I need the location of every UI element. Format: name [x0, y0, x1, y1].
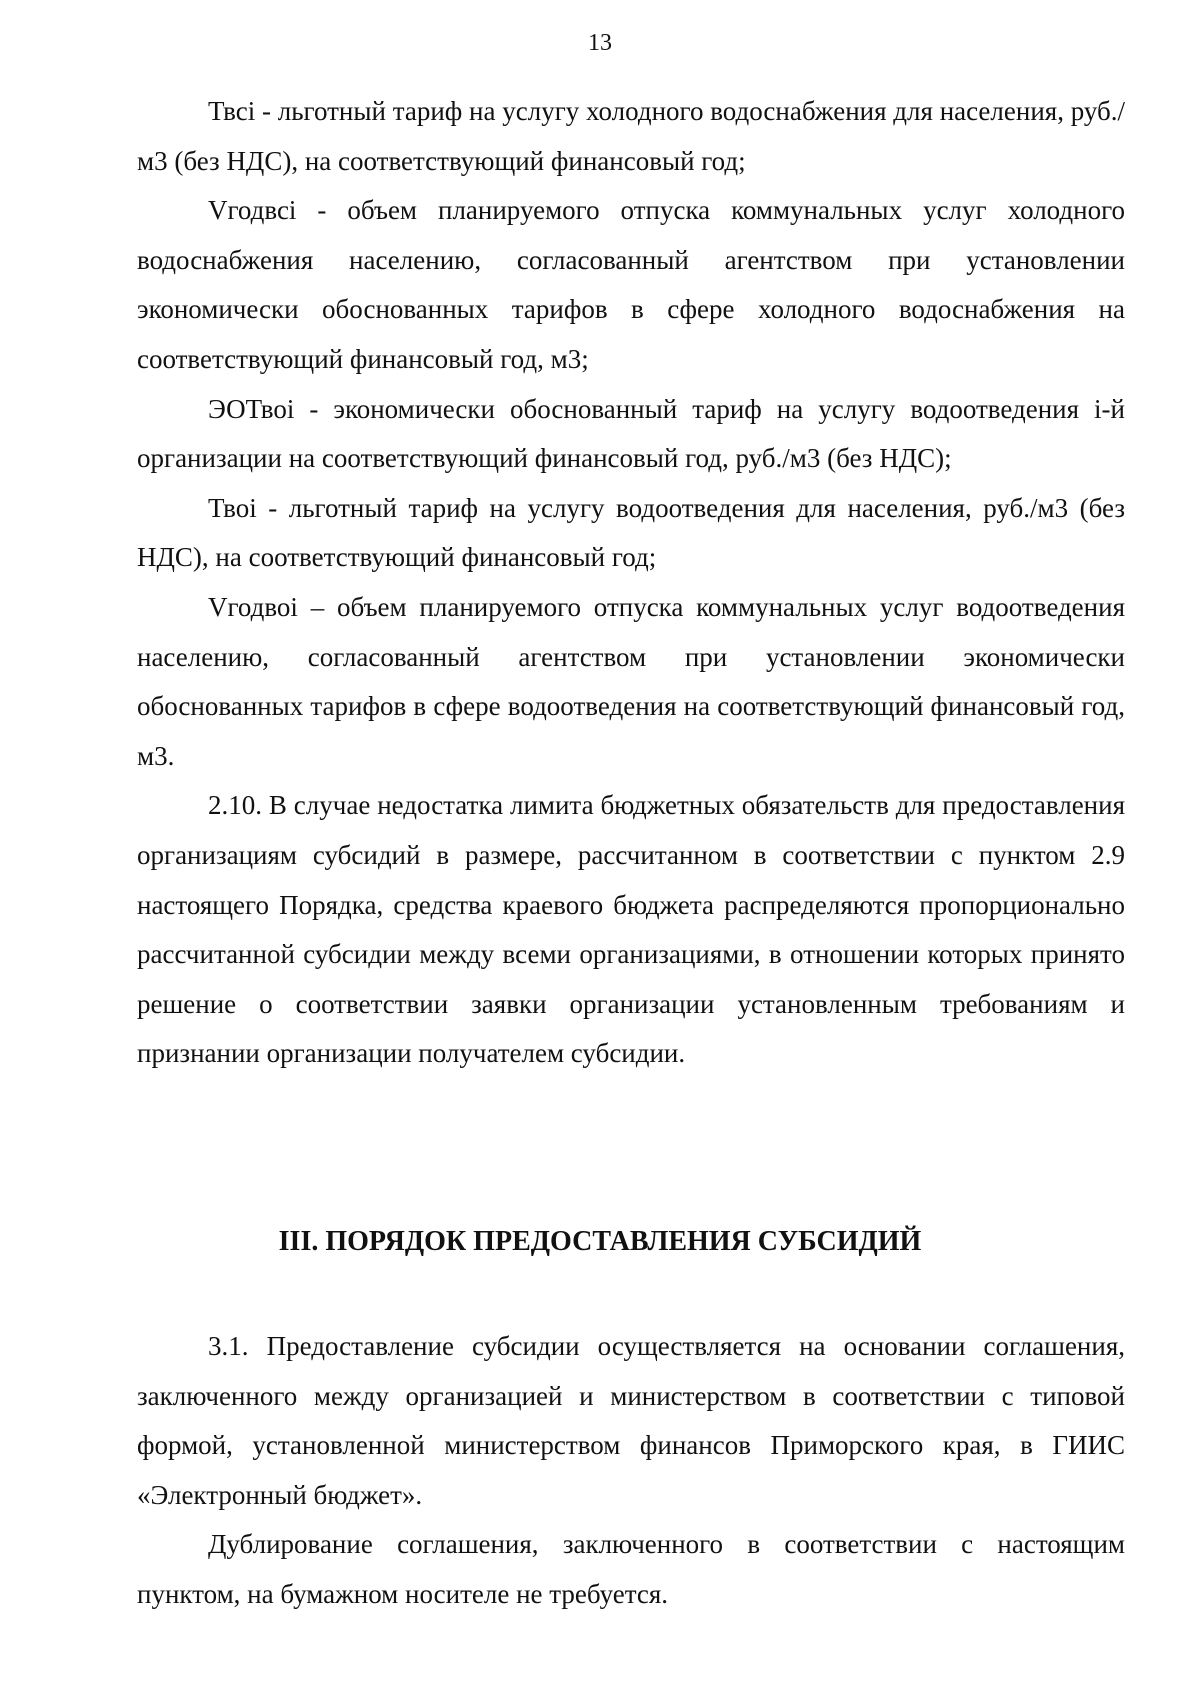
page-number: 13 — [588, 30, 612, 56]
section-title: III. ПОРЯДОК ПРЕДОСТАВЛЕНИЯ СУБСИДИЙ — [278, 1226, 922, 1257]
paragraph-vgodvo-definition: Vгодвоi – объем планируемого отпуска коммунальных услуг водоотведения населению, согласованный агентством при установлении экономически обоснованных тарифов в сфере водоотведения на соответствующий финансовый год, м3. — [137, 591, 1125, 771]
paragraph-3-1: 3.1. Предоставление субсидии осуществляется на основании соглашения, заключенного между организацией и министерством в соответствии с типовой формой, установленной министерством финансов Приморского края, в ГИИС «Электронный бюджет». — [137, 1331, 1125, 1510]
paragraph-tvs-definition: Твсi - льготный тариф на услугу холодного водоснабжения для населения, руб./м3 (без НДС), на соответствующий финансовый год; — [137, 96, 1125, 176]
paragraph-tvo-definition: Твоi - льготный тариф на услугу водоотведения для населения, руб./м3 (без НДС), на соответствующий финансовый год; — [137, 492, 1125, 573]
paragraph-eotvo-definition: ЭОТвоi - экономически обоснованный тариф на услугу водоотведения i-й организации на соответствующий финансовый год, руб./м3 (без НДС); — [137, 393, 1125, 474]
paragraph-duplication: Дублирование соглашения, заключенного в соответствии с настоящим пунктом, на бумажном носителе не требуется. — [137, 1529, 1125, 1609]
paragraph-vgodvs-definition: Vгодвсi - объем планируемого отпуска коммунальных услуг холодного водоснабжения населению, согласованный агентством при установлении экономически обоснованных тарифов в сфере холодного водоснабжения на соответствующий финансовый год, м3; — [137, 195, 1125, 374]
section-body — [137, 1322, 1125, 1620]
paragraph-2-10: 2.10. В случае недостатка лимита бюджетных обязательств для предоставления организациям субсидий в размере, рассчитанном в соответствии с пунктом 2.9 настоящего Порядка, средства краевого бюджета распределяются пропорционально рассчитанной субсидии между всеми организациями, в отношении которых принято решение о соответствии заявки организации установленным требованиям и признании организации получателем субсидии. — [137, 790, 1125, 1069]
body-text — [137, 87, 1125, 1079]
